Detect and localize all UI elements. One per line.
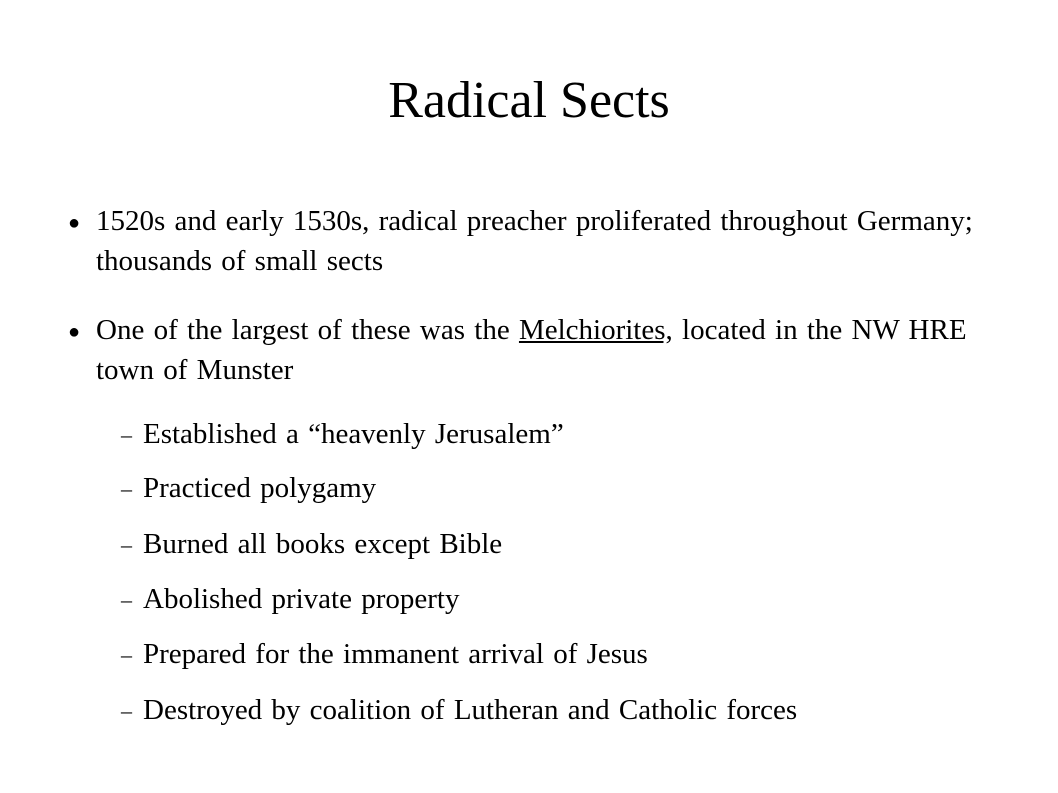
- dash-icon: –: [121, 587, 132, 612]
- sub-bullet-text: Prepared for the immanent arrival of Jesus: [143, 638, 648, 670]
- sub-bullet-item-2: [0, 468, 1000, 508]
- sub-bullet-text: Destroyed by coalition of Lutheran and Catholic forces: [143, 694, 798, 726]
- sub-bullet-text: Abolished private property: [143, 583, 460, 615]
- underlined-term: Melchiorites,: [518, 314, 673, 346]
- dash-icon: –: [121, 532, 132, 557]
- bullet-text: [96, 310, 976, 390]
- bullet-text-part: located in the NW HRE town of Munster: [96, 314, 967, 386]
- bullet-dot-icon: ●: [68, 212, 81, 234]
- sub-bullet-item-1: [0, 414, 1000, 454]
- dash-icon: –: [121, 642, 132, 667]
- sub-bullet-text: Burned all books except Bible: [143, 528, 503, 560]
- bullet-text: 1520s and early 1530s, radical preacher proliferated throughout Germany; thousands of small sects: [96, 205, 973, 277]
- sub-bullet-text: Practiced polygamy: [143, 472, 377, 504]
- sub-bullet-item-6: [0, 690, 1000, 730]
- dash-icon: –: [121, 476, 132, 501]
- sub-bullet-item-5: [0, 634, 1000, 674]
- bullet-dot-icon: ●: [68, 321, 81, 343]
- bullet-text-part: One of the largest of these was the: [96, 314, 519, 346]
- dash-icon: –: [121, 698, 132, 723]
- sub-bullet-item-4: [0, 579, 1000, 619]
- sub-bullet-item-3: [0, 524, 1000, 564]
- slide-title: Radical Sects: [388, 72, 670, 129]
- dash-icon: –: [121, 422, 132, 447]
- sub-bullet-text: Established a “heavenly Jerusalem”: [143, 418, 564, 450]
